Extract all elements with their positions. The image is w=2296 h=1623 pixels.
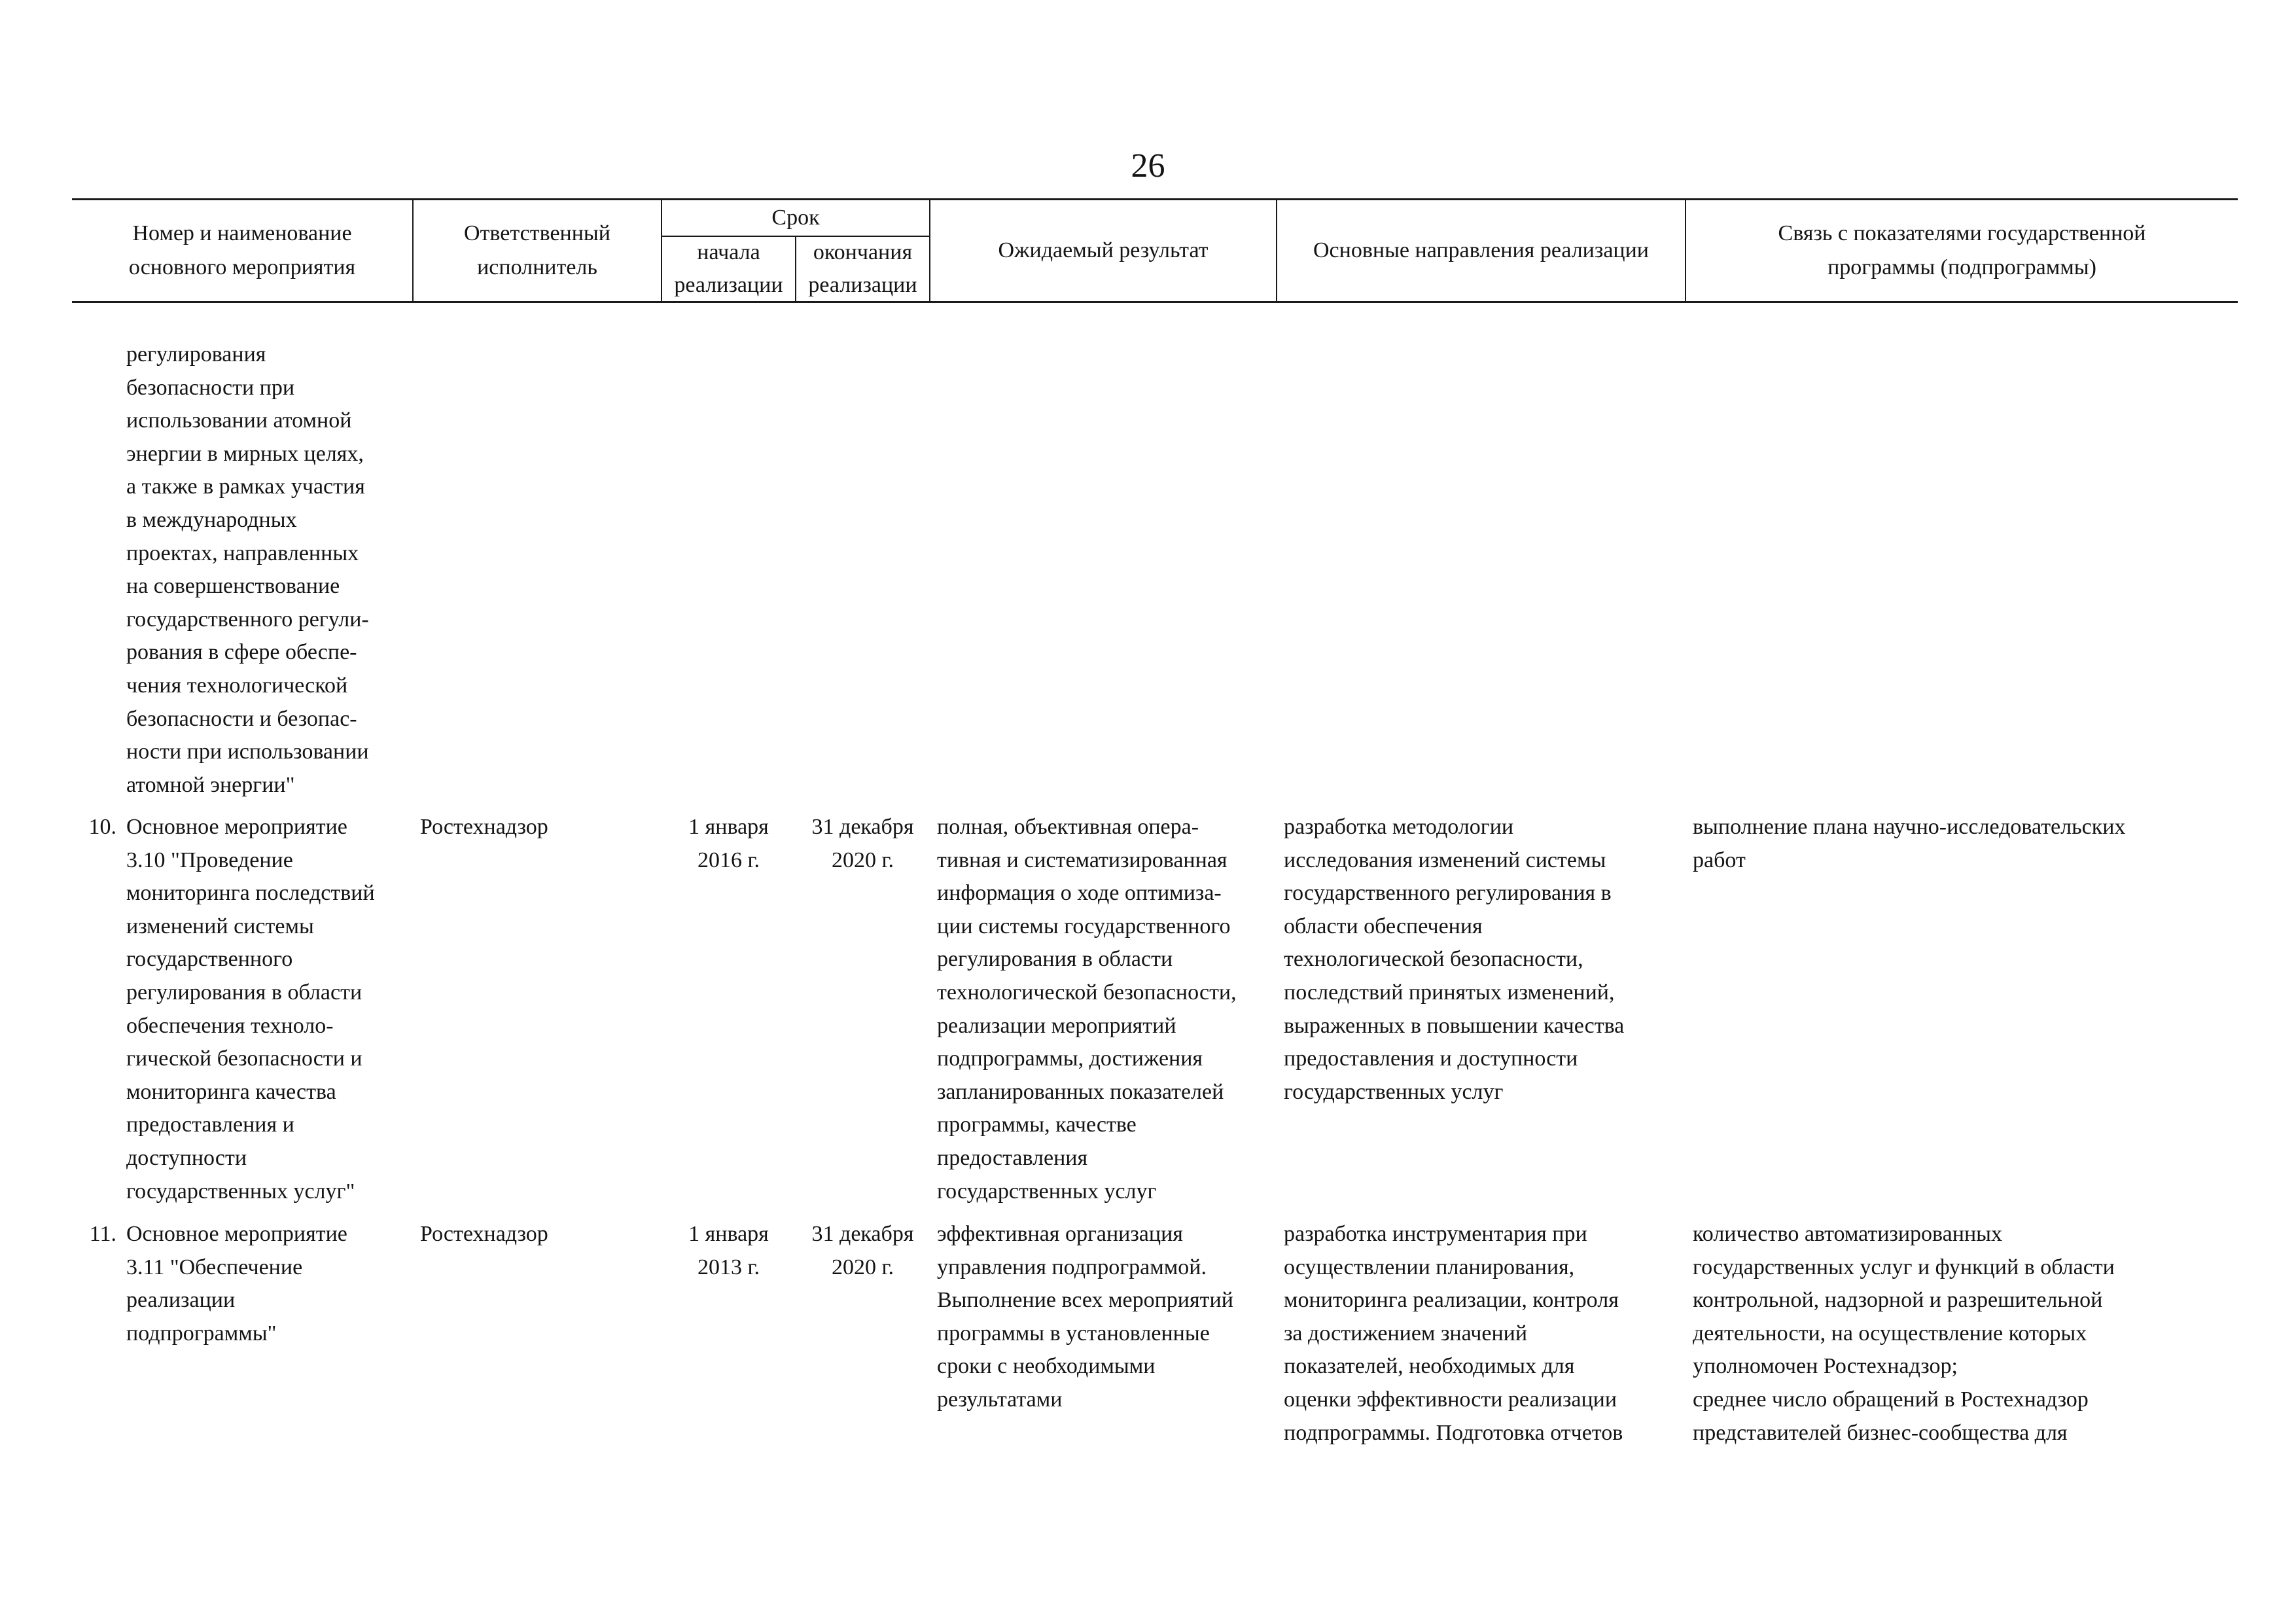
table-row-name: Основное мероприятие 3.10 "Проведение мониторинга последствий изменений системы государственного регулирования в области обеспечения техноло- гической безопасности и мониторинга качества предоставления и доступности государственных услуг" [126, 815, 375, 1204]
row-result: полная, объективная опера- тивная и систематизированная информация о ходе оптимиза- ции системы государственного регулирования в области технологической безопасности, реализации мероприятий подпрограммы, достижения запланированных показателей программы, качестве предоставления государственных услуг [937, 815, 1237, 1204]
row-result: эффективная организация управления подпрограммой. Выполнение всех мероприятий программы в установленные сроки с необходимыми результатами [937, 1222, 1233, 1412]
header-name: Номер и наименование основного мероприятия [128, 221, 356, 279]
header-start: начала реализации [674, 240, 783, 297]
header-end: окончания реализации [808, 240, 917, 297]
row-number: 11. [89, 1222, 116, 1246]
row-directions: разработка инструментария при осуществлении планирования, мониторинга реализации, контроля за достижением значений показателей, необходимых для оценки эффективности реализации подпрограммы. Подготовка отчетов [1284, 1222, 1623, 1445]
table-header-bottom-rule [72, 301, 2238, 303]
row-end-date: 31 декабря 2020 г. [811, 815, 914, 872]
row-executor: Ростехнадзор [420, 815, 548, 839]
row-start-date: 1 января 2016 г. [688, 815, 769, 872]
row-start-date: 1 января 2013 г. [688, 1222, 769, 1279]
header-result: Ожидаемый результат [998, 238, 1209, 262]
table-row-name: Основное мероприятие 3.11 "Обеспечение реализации подпрограммы" [126, 1222, 347, 1346]
header-directions: Основные направления реализации [1313, 238, 1649, 262]
row-link: количество автоматизированных государственных услуг и функций в области контрольной, надзорной и разрешительной деятельности, на осуществление которых уполномочен Ростехнадзор; среднее число обращений в Ростехнадзор представителей бизнес-сообщества для [1693, 1222, 2115, 1445]
row-executor: Ростехнадзор [420, 1222, 548, 1246]
row-link: выполнение плана научно-исследовательских работ [1693, 815, 2126, 872]
table-row-name: регулирования безопасности при использовании атомной энергии в мирных целях, а также в рамках участия в международных проектах, направленных на совершенствование государственного регули- рования в сфере обеспе- чения технологической безопасности и безопас- ности при использовании атомной энергии" [126, 342, 369, 797]
header-link: Связь с показателями государственной программы (подпрограммы) [1778, 221, 2146, 279]
row-end-date: 31 декабря 2020 г. [811, 1222, 914, 1279]
row-directions: разработка методологии исследования изменений системы государственного регулирования в области обеспечения технологической безопасности, последствий принятых изменений, выраженных в повышении качества предоставления и доступности государственных услуг [1284, 815, 1625, 1104]
header-term: Срок [771, 205, 820, 230]
page-number: 26 [1131, 147, 1165, 185]
header-executor: Ответственный исполнитель [464, 221, 610, 279]
row-number: 10. [88, 815, 116, 839]
